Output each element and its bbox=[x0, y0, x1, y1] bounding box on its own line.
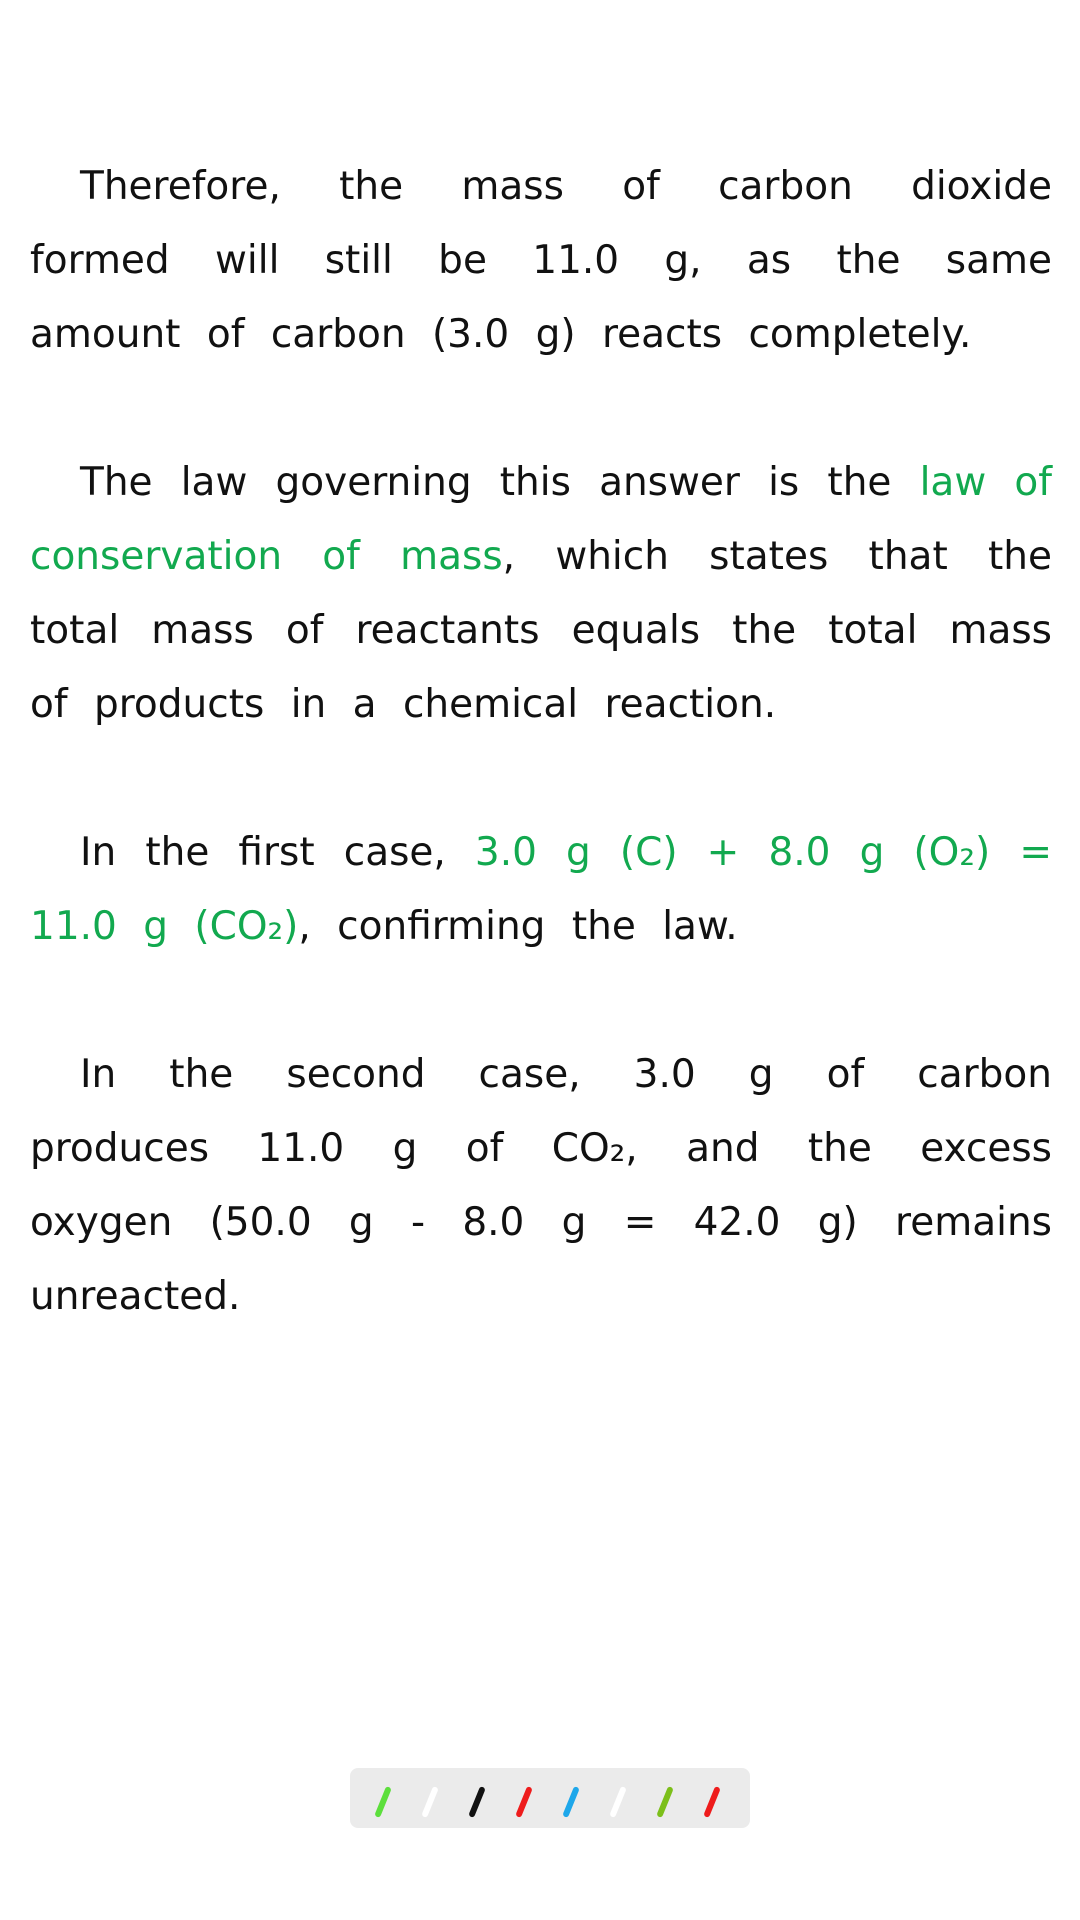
olive-green-pen-icon[interactable] bbox=[656, 1786, 674, 1818]
red-pen-icon[interactable] bbox=[515, 1786, 533, 1818]
paragraph-conclusion bbox=[30, 150, 1052, 372]
blue-pen-icon[interactable] bbox=[562, 1786, 580, 1818]
paragraph-law bbox=[30, 446, 1052, 742]
red-pen-icon[interactable] bbox=[703, 1786, 721, 1818]
equation-highlight: 3.0 g (C) + 8.0 g (O₂) = 11.0 g (CO₂) bbox=[30, 830, 1052, 949]
paragraph-text: Therefore, the mass of carbon dioxide formed will still be 11.0 g, as the same amount of carbon (3.0 g) reacts completely. bbox=[30, 164, 1052, 357]
paragraph-text-before: In the first case, bbox=[80, 830, 475, 875]
paragraph-text-after: , which states that the total mass of reactants equals the total mass of products in a chemical reaction. bbox=[30, 534, 1052, 727]
white-pen-icon[interactable] bbox=[421, 1786, 439, 1818]
paragraph-text-after: , confirming the law. bbox=[298, 904, 738, 949]
paragraph-first-case bbox=[30, 816, 1052, 964]
paragraph-text-before: The law governing this answer is the bbox=[80, 460, 920, 505]
light-green-pen-icon[interactable] bbox=[374, 1786, 392, 1818]
law-highlight: law of conservation of mass bbox=[30, 460, 1052, 579]
pen-color-toolbar bbox=[350, 1768, 750, 1828]
answer-content bbox=[30, 150, 1052, 1408]
black-pen-icon[interactable] bbox=[468, 1786, 486, 1818]
paragraph-text: In the second case, 3.0 g of carbon produces 11.0 g of CO₂, and the excess oxygen (50.0 g - 8.0 g = 42.0 g) remains unreacted. bbox=[30, 1052, 1052, 1319]
white-pen-icon[interactable] bbox=[609, 1786, 627, 1818]
paragraph-second-case bbox=[30, 1038, 1052, 1334]
